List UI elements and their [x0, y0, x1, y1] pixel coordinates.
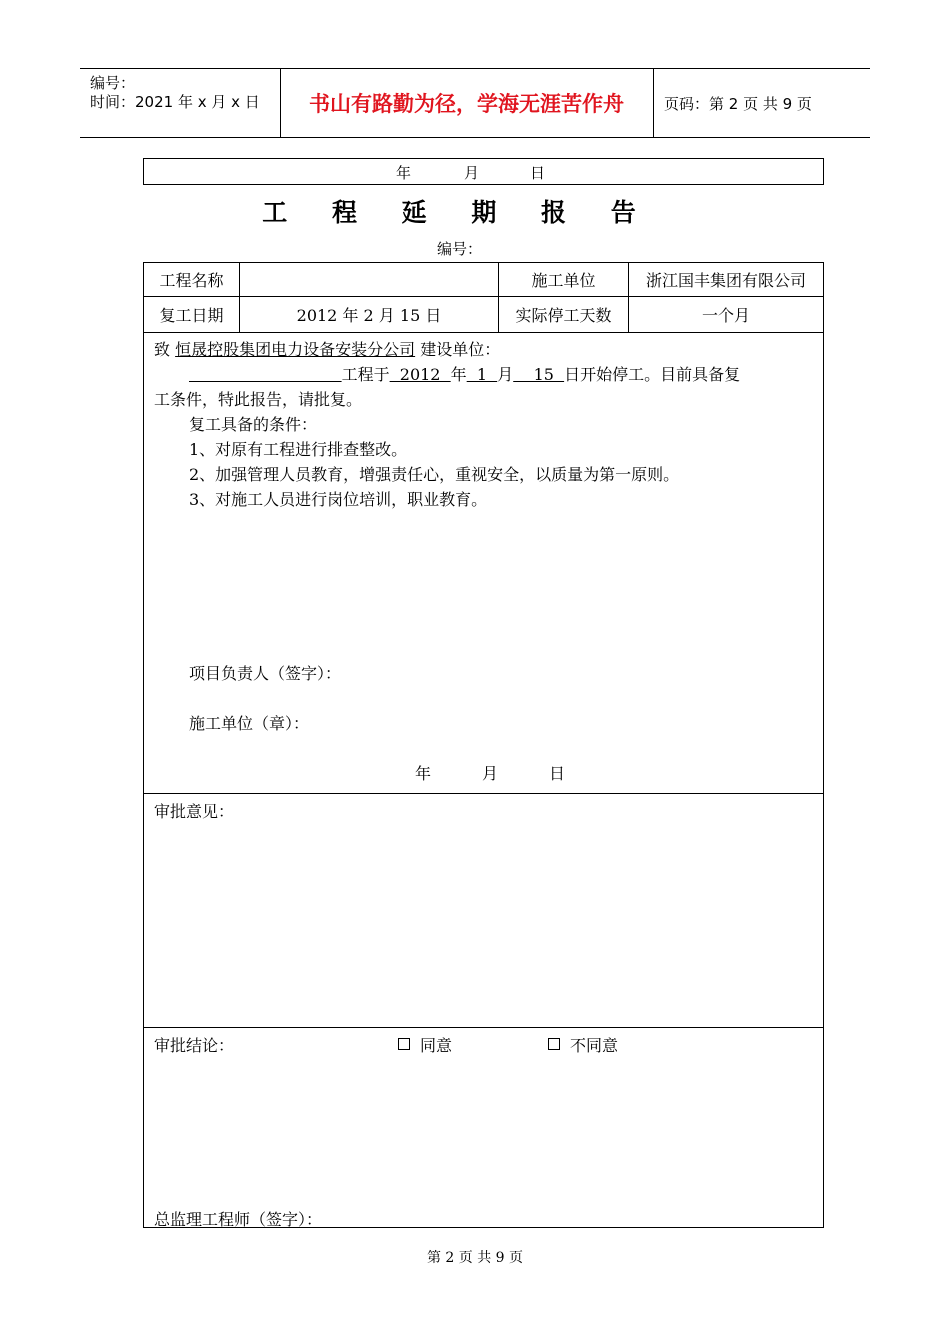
- condition-item: 3、对施工人员进行岗位培训，职业教育。: [189, 490, 488, 509]
- stop-month-unit: 月: [497, 365, 514, 384]
- project-blank[interactable]: [189, 365, 342, 384]
- stop-year: 2012: [389, 365, 451, 384]
- manager-signature: 项目负责人（签字）：: [189, 664, 342, 683]
- stop-days-value: 一个月: [701, 306, 750, 325]
- disagree-option[interactable]: [548, 1033, 618, 1056]
- row-divider: [144, 793, 823, 794]
- condition-item: 2、加强管理人员教育，增强责任心，重视安全，以质量为第一原则。: [189, 465, 680, 484]
- unit-seal: 施工单位（章）：: [189, 714, 310, 733]
- page-info: 页码：第 2 页 共 9 页: [664, 94, 812, 113]
- engineer-signature: 总监理工程师（签字）：: [154, 1210, 323, 1229]
- document-title: 工 程 延 期 报 告: [262, 198, 654, 227]
- date-box: [143, 158, 824, 185]
- letter-line-2: 工条件，特此报告，请批复。: [154, 390, 363, 409]
- report-table: [143, 262, 824, 1228]
- number-label: 编号：: [90, 74, 136, 92]
- letter-line-1: [189, 362, 740, 385]
- date-year: 年: [396, 164, 412, 182]
- date-month: 月: [464, 164, 480, 182]
- row-divider: [144, 1027, 823, 1028]
- agree-checkbox[interactable]: [398, 1038, 410, 1050]
- agree-option[interactable]: [398, 1033, 452, 1056]
- resume-date-label: 复工日期: [159, 306, 224, 325]
- page-footer: 第 2 页 共 9 页: [426, 1250, 524, 1266]
- number-field: 编号：: [437, 240, 483, 258]
- stop-month: 1: [466, 365, 498, 384]
- stop-day: 15: [513, 365, 565, 384]
- agree-label: 同意: [420, 1036, 453, 1055]
- disagree-checkbox[interactable]: [548, 1038, 560, 1050]
- project-name-label: 工程名称: [159, 271, 224, 290]
- letter-recipient: [154, 337, 500, 360]
- page-header: [80, 68, 870, 138]
- row-divider: [144, 332, 823, 333]
- condition-item: 1、对原有工程进行排查整改。: [189, 440, 408, 459]
- line1-project: 工程于: [341, 365, 390, 384]
- approval-opinion-label: 审批意见：: [154, 802, 235, 821]
- conditions-heading: 复工具备的条件：: [189, 415, 318, 434]
- disagree-label: 不同意: [570, 1036, 619, 1055]
- to-suffix: 建设单位：: [420, 340, 501, 359]
- line1-end: 日开始停工。目前具备复: [564, 365, 741, 384]
- approval-conclusion-label: 审批结论：: [154, 1036, 235, 1055]
- stop-days-label: 实际停工天数: [515, 306, 612, 325]
- project-name-value[interactable]: [240, 263, 498, 296]
- contractor-value: 浙江国丰集团有限公司: [645, 271, 806, 290]
- time-label: 时间：2021 年 x 月 x 日: [90, 93, 260, 111]
- header-meta: [80, 69, 281, 137]
- motto: 书山有路勤为径，学海无涯苦作舟: [280, 69, 654, 137]
- sign-date-month: 月: [482, 764, 499, 783]
- resume-date-value: 2012 年 2 月 15 日: [296, 306, 442, 325]
- sign-date-day: 日: [549, 764, 566, 783]
- sign-date-year: 年: [415, 764, 432, 783]
- stop-year-unit: 年: [450, 365, 467, 384]
- to-company: 恒晟控股集团电力设备安装分公司: [175, 340, 416, 359]
- date-day: 日: [530, 164, 546, 182]
- contractor-label: 施工单位: [531, 271, 596, 290]
- to-prefix: 致: [154, 340, 171, 359]
